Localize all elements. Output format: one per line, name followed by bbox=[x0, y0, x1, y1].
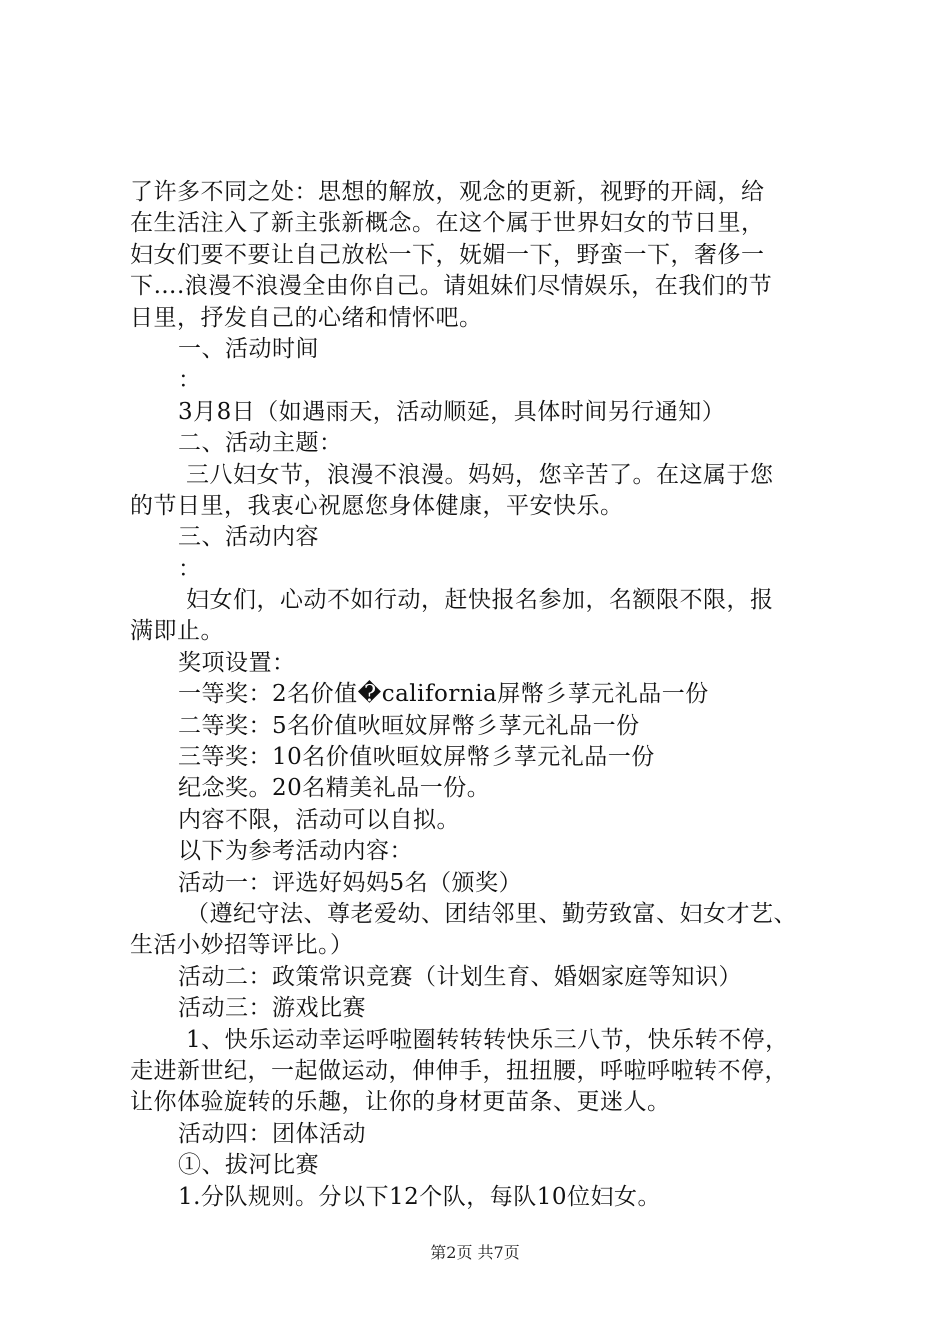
section-heading: 一、活动时间 bbox=[178, 335, 319, 362]
page-footer: 第2页 共7页 bbox=[430, 1243, 520, 1262]
section-heading: 二、活动主题： bbox=[178, 430, 343, 457]
paragraph-line: 下….浪漫不浪漫全由你自己。请姐妹们尽情娱乐，在我们的节 bbox=[130, 273, 773, 300]
paragraph-line: 走进新世纪，一起做运动，伸伸手，扭扭腰，呼啦呼啦转不停， bbox=[130, 1057, 788, 1084]
paragraph-line: 了许多不同之处：思想的解放，观念的更新，视野的开阔，给 bbox=[130, 179, 765, 205]
award-item: 三等奖：10名价值吙晅妏屏幣彡莩元礼品一份 bbox=[178, 744, 655, 771]
paragraph-line: 妇女们，心动不如行动，赶快报名参加，名额限不限，报 bbox=[186, 587, 774, 614]
paragraph-line: 让你体验旋转的乐趣，让你的身材更苗条、更迷人。 bbox=[130, 1089, 671, 1116]
paragraph-line: 在生活注入了新主张新概念。在这个属于世界妇女的节日里， bbox=[130, 210, 765, 237]
paragraph-line: 1、快乐运动幸运呼啦圈转转转快乐三八节，快乐转不停， bbox=[186, 1026, 789, 1053]
activity-item: 活动四：团体活动 bbox=[178, 1120, 366, 1147]
heading-colon: ： bbox=[178, 555, 202, 582]
paragraph-line: 妇女们要不要让自己放松一下，妩媚一下，野蛮一下，奢侈一 bbox=[130, 241, 765, 268]
activity-subitem: ①、拔河比赛 bbox=[178, 1152, 319, 1179]
activity-date: 3月8日（如遇雨天，活动顺延，具体时间另行通知） bbox=[178, 398, 726, 425]
paragraph-line: 的节日里，我衷心祝愿您身体健康，平安快乐。 bbox=[130, 492, 624, 519]
document-body bbox=[130, 177, 842, 1213]
activity-item: 活动二：政策常识竞赛（计划生育、婚姻家庭等知识） bbox=[178, 963, 742, 990]
paragraph-line: 满即止。 bbox=[130, 618, 224, 645]
awards-heading: 奖项设置： bbox=[178, 649, 296, 676]
paragraph-line: 以下为参考活动内容： bbox=[178, 838, 413, 865]
activity-item: 活动一：评选好妈妈5名（颁奖） bbox=[178, 869, 523, 896]
paragraph-line: 日里，抒发自己的心绪和情怀吧。 bbox=[130, 304, 483, 331]
paragraph-line: 内容不限，活动可以自拟。 bbox=[178, 806, 460, 833]
award-item: 一等奖：2名价值�california屏幣彡莩元礼品一份 bbox=[178, 681, 709, 708]
paragraph-line: 生活小妙招等评比。） bbox=[130, 932, 354, 959]
heading-colon: ： bbox=[178, 367, 202, 394]
theme-text: 三八妇女节，浪漫不浪漫。妈妈，您辛苦了。在这属于您 bbox=[186, 461, 774, 488]
paragraph-line: 1.分队规则。分以下12个队，每队10位妇女。 bbox=[178, 1183, 661, 1210]
award-item: 二等奖：5名价值吙晅妏屏幣彡莩元礼品一份 bbox=[178, 712, 640, 739]
paragraph-line: （遵纪守法、尊老爱幼、团结邻里、勤劳致富、妇女才艺、 bbox=[186, 900, 797, 927]
activity-item: 活动三：游戏比赛 bbox=[178, 995, 366, 1022]
award-item: 纪念奖。20名精美礼品一份。 bbox=[178, 775, 491, 802]
section-heading: 三、活动内容 bbox=[178, 524, 319, 551]
